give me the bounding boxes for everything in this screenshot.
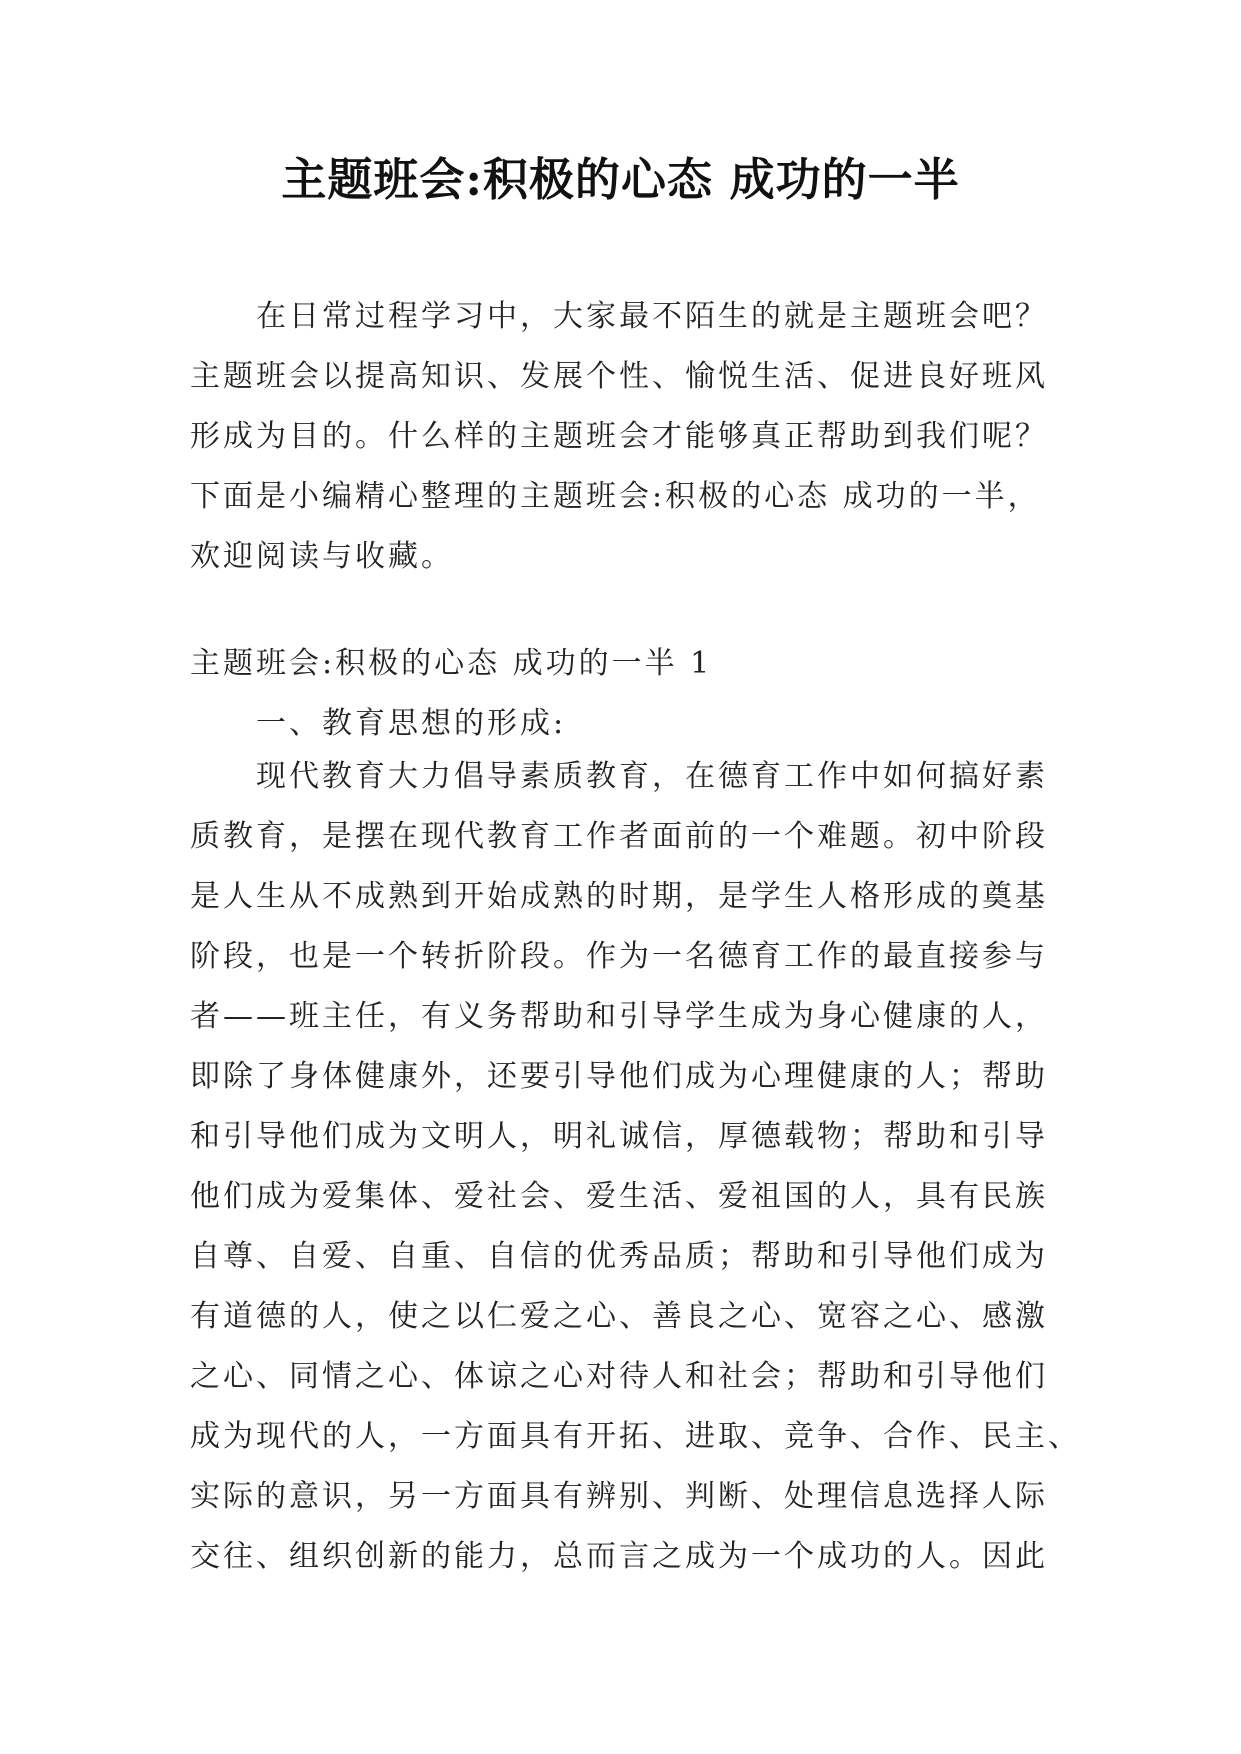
section-heading: 主题班会:积极的心态 成功的一半 1 bbox=[190, 646, 713, 681]
intro-line: 下面是小编精心整理的主题班会:积极的心态 成功的一半， bbox=[190, 479, 1041, 514]
intro-paragraph bbox=[190, 287, 1050, 587]
intro-line: 欢迎阅读与收藏。 bbox=[190, 539, 454, 574]
content-line: 实际的意识，另一方面具有辨别、判断、处理信息选择人际 bbox=[190, 1479, 1048, 1514]
content-line: 和引导他们成为文明人，明礼诚信，厚德载物；帮助和引导 bbox=[190, 1119, 1048, 1154]
content-paragraph bbox=[190, 747, 1081, 1587]
content-line: 现代教育大力倡导素质教育，在德育工作中如何搞好素 bbox=[256, 759, 1048, 794]
content-line: 他们成为爱集体、爱社会、爱生活、爱祖国的人，具有民族 bbox=[190, 1179, 1048, 1214]
content-line: 即除了身体健康外，还要引导他们成为心理健康的人；帮助 bbox=[190, 1059, 1048, 1094]
content-line: 阶段，也是一个转折阶段。作为一名德育工作的最直接参与 bbox=[190, 939, 1048, 974]
subheading: 一、教育思想的形成: bbox=[256, 706, 567, 741]
content-line: 交往、组织创新的能力，总而言之成为一个成功的人。因此 bbox=[190, 1539, 1048, 1574]
content-line: 自尊、自爱、自重、自信的优秀品质；帮助和引导他们成为 bbox=[190, 1239, 1048, 1274]
intro-line: 形成为目的。什么样的主题班会才能够真正帮助到我们呢？ bbox=[190, 419, 1048, 454]
intro-line: 在日常过程学习中，大家最不陌生的就是主题班会吧？ bbox=[256, 299, 1048, 334]
document-title: 主题班会:积极的心态 成功的一半 bbox=[281, 153, 960, 206]
content-line: 有道德的人，使之以仁爱之心、善良之心、宽容之心、感激 bbox=[190, 1299, 1048, 1334]
intro-line: 主题班会以提高知识、发展个性、愉悦生活、促进良好班风 bbox=[190, 359, 1048, 394]
content-line: 之心、同情之心、体谅之心对待人和社会；帮助和引导他们 bbox=[190, 1359, 1048, 1394]
content-line: 是人生从不成熟到开始成熟的时期，是学生人格形成的奠基 bbox=[190, 879, 1048, 914]
content-line: 成为现代的人，一方面具有开拓、进取、竞争、合作、民主、 bbox=[190, 1419, 1081, 1454]
content-line: 质教育，是摆在现代教育工作者面前的一个难题。初中阶段 bbox=[190, 819, 1048, 854]
content-line: 者——班主任，有义务帮助和引导学生成为身心健康的人， bbox=[190, 999, 1048, 1034]
